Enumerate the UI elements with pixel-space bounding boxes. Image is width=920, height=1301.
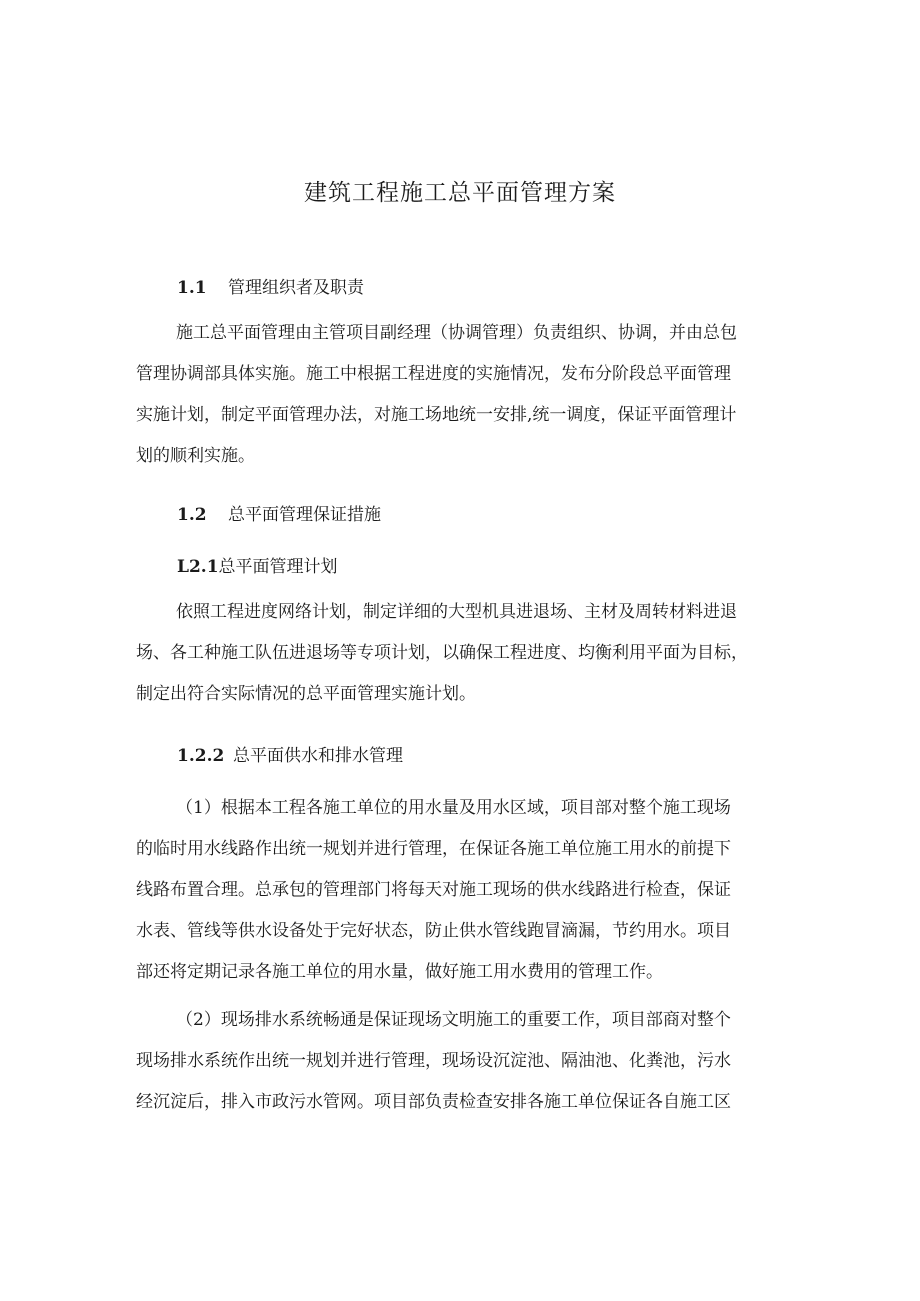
paragraph-line: 施工总平面管理由主管项目副经理（协调管理）负责组织、协调，并由总包 — [176, 323, 737, 343]
paragraph-line: 实施计划，制定平面管理办法，对施工场地统一安排,统一调度，保证平面管理计 — [136, 405, 737, 425]
paragraph-line: 经沉淀后，排入市政污水管网。项目部负责检查安排各施工单位保证各自施工区 — [136, 1092, 731, 1112]
paragraph-line: 划的顺利实施。 — [136, 446, 255, 466]
paragraph-line: 场、各工种施工队伍进退场等专项计划，以确保工程进度、均衡利用平面为目标， — [136, 643, 748, 663]
section-title: 管理组织者及职责 — [228, 278, 364, 298]
paragraph-drainage — [136, 1000, 786, 1123]
section-number: L2.1 — [177, 557, 219, 577]
section-number: 1.2.2 — [177, 746, 225, 766]
paragraph-line: 制定出符合实际情况的总平面管理实施计划。 — [136, 684, 476, 704]
paragraph-line: 现场排水系统作出统一规划并进行管理，现场设沉淀池、隔油池、化粪池，污水 — [136, 1051, 731, 1071]
section-number: 1.2 — [177, 505, 207, 525]
section-title: 总平面管理保证措施 — [228, 505, 381, 525]
section-heading-1-2-1 — [177, 552, 338, 577]
document-title: 建筑工程施工总平面管理方案 — [304, 180, 616, 206]
paragraph-line: 管理协调部具体实施。施工中根据工程进度的实施情况，发布分阶段总平面管理 — [136, 364, 731, 384]
paragraph-water-supply — [136, 788, 786, 993]
paragraph-plan — [136, 592, 786, 715]
section-title: 总平面管理计划 — [218, 557, 338, 577]
paragraph-line: 的临时用水线路作出统一规划并进行管理，在保证各施工单位施工用水的前提下 — [136, 839, 731, 859]
paragraph-line: 部还将定期记录各施工单位的用水量，做好施工用水费用的管理工作。 — [136, 962, 663, 982]
paragraph-management-org — [136, 313, 786, 477]
section-heading-1-2-2 — [177, 741, 403, 766]
paragraph-line: （1）根据本工程各施工单位的用水量及用水区域，项目部对整个施工现场 — [176, 798, 731, 818]
paragraph-line: 依照工程进度网络计划，制定详细的大型机具进退场、主材及周转材料进退 — [176, 602, 737, 622]
paragraph-line: （2）现场排水系统畅通是保证现场文明施工的重要工作，项目部商对整个 — [176, 1010, 731, 1030]
section-heading-1-2 — [177, 500, 381, 525]
section-heading-1-1 — [177, 273, 364, 298]
section-number: 1.1 — [177, 278, 207, 298]
paragraph-line: 水表、管线等供水设备处于完好状态，防止供水管线跑冒滴漏，节约用水。项目 — [136, 921, 731, 941]
section-title: 总平面供水和排水管理 — [233, 746, 403, 766]
paragraph-line: 线路布置合理。总承包的管理部门将每天对施工现场的供水线路进行检查，保证 — [136, 880, 731, 900]
